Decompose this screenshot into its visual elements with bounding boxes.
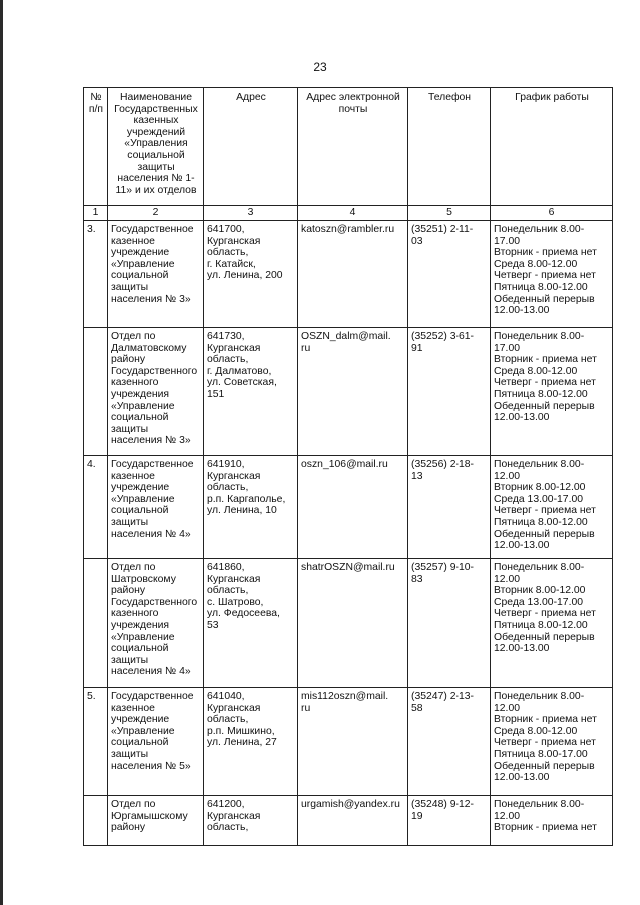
institution-phone: (35257) 9-10- 83 [408, 559, 491, 688]
institution-email: shatrOSZN@mail.ru [298, 559, 408, 688]
institution-schedule: Понедельник 8.00- 12.00 Вторник - приема нет [491, 796, 613, 846]
row-number [84, 559, 108, 688]
scan-left-edge [0, 0, 3, 905]
table-row [84, 688, 613, 796]
row-number: 4. [84, 456, 108, 559]
row-number [84, 328, 108, 456]
header-number: № п/п [84, 88, 108, 206]
institution-phone: (35252) 3-61- 91 [408, 328, 491, 456]
institution-schedule: Понедельник 8.00- 12.00 Вторник - приема нет Среда 8.00-12.00 Четверг - приема нет Пятница 8.00-17.00 Обеденный перерыв 12.00-13.00 [491, 688, 613, 796]
institution-name: Государственное казенное учреждение «Управление социальной защиты населения № 5» [108, 688, 204, 796]
column-number: 6 [491, 206, 613, 221]
header-address: Адрес [204, 88, 298, 206]
table-row [84, 796, 613, 846]
table-header-row [84, 88, 613, 206]
institution-phone: (35251) 2-11- 03 [408, 221, 491, 328]
institution-address: 641910, Курганская область, р.п. Каргаполье, ул. Ленина, 10 [204, 456, 298, 559]
table-row [84, 328, 613, 456]
institution-email: urgamish@yandex.ru [298, 796, 408, 846]
institution-schedule: Понедельник 8.00- 17.00 Вторник - приема нет Среда 8.00-12.00 Четверг - приема нет Пятница 8.00-12.00 Обеденный перерыв 12.00-13.00 [491, 221, 613, 328]
table-row [84, 221, 613, 328]
institution-name: Отдел по Юргамышскому району [108, 796, 204, 846]
institution-phone: (35256) 2-18- 13 [408, 456, 491, 559]
institution-address: 641040, Курганская область, р.п. Мишкино, ул. Ленина, 27 [204, 688, 298, 796]
institution-email: katoszn@rambler.ru [298, 221, 408, 328]
institution-name: Отдел по Шатровскому району Государственного казенного учреждения «Управление социальной защиты населения № 4» [108, 559, 204, 688]
column-number: 4 [298, 206, 408, 221]
column-number: 3 [204, 206, 298, 221]
institution-name: Отдел по Далматовскому району Государственного казенного учреждения «Управление социальной защиты населения № 3» [108, 328, 204, 456]
institutions-table [83, 87, 613, 846]
institution-address: 641860, Курганская область, с. Шатрово, ул. Федосеева, 53 [204, 559, 298, 688]
row-number [84, 796, 108, 846]
institution-address: 641200, Курганская область, [204, 796, 298, 846]
institution-phone: (35247) 2-13- 58 [408, 688, 491, 796]
row-number: 3. [84, 221, 108, 328]
column-number: 5 [408, 206, 491, 221]
table-row [84, 559, 613, 688]
header-phone: Телефон [408, 88, 491, 206]
column-number: 1 [84, 206, 108, 221]
column-numbers-row [84, 206, 613, 221]
institution-schedule: Понедельник 8.00- 12.00 Вторник 8.00-12.00 Среда 13.00-17.00 Четверг - приема нет Пятница 8.00-12.00 Обеденный перерыв 12.00-13.00 [491, 559, 613, 688]
header-name: Наименование Государственных казенных учреждений «Управления социальной защиты населения № 1- 11» и их отделов [108, 88, 204, 206]
page-number: 23 [313, 60, 327, 74]
header-email: Адрес электронной почты [298, 88, 408, 206]
institution-schedule: Понедельник 8.00- 12.00 Вторник 8.00-12.00 Среда 13.00-17.00 Четверг - приема нет Пятница 8.00-12.00 Обеденный перерыв 12.00-13.00 [491, 456, 613, 559]
header-schedule: График работы [491, 88, 613, 206]
institution-schedule: Понедельник 8.00- 17.00 Вторник - приема нет Среда 8.00-12.00 Четверг - приема нет Пятница 8.00-12.00 Обеденный перерыв 12.00-13.00 [491, 328, 613, 456]
institution-email: oszn_106@mail.ru [298, 456, 408, 559]
institution-email: OSZN_dalm@mail. ru [298, 328, 408, 456]
institution-name: Государственное казенное учреждение «Управление социальной защиты населения № 3» [108, 221, 204, 328]
column-number: 2 [108, 206, 204, 221]
institution-name: Государственное казенное учреждение «Управление социальной защиты населения № 4» [108, 456, 204, 559]
institution-address: 641730, Курганская область, г. Далматово, ул. Советская, 151 [204, 328, 298, 456]
institution-address: 641700, Курганская область, г. Катайск, ул. Ленина, 200 [204, 221, 298, 328]
institution-phone: (35248) 9-12- 19 [408, 796, 491, 846]
row-number: 5. [84, 688, 108, 796]
table-row [84, 456, 613, 559]
institution-email: mis112oszn@mail. ru [298, 688, 408, 796]
